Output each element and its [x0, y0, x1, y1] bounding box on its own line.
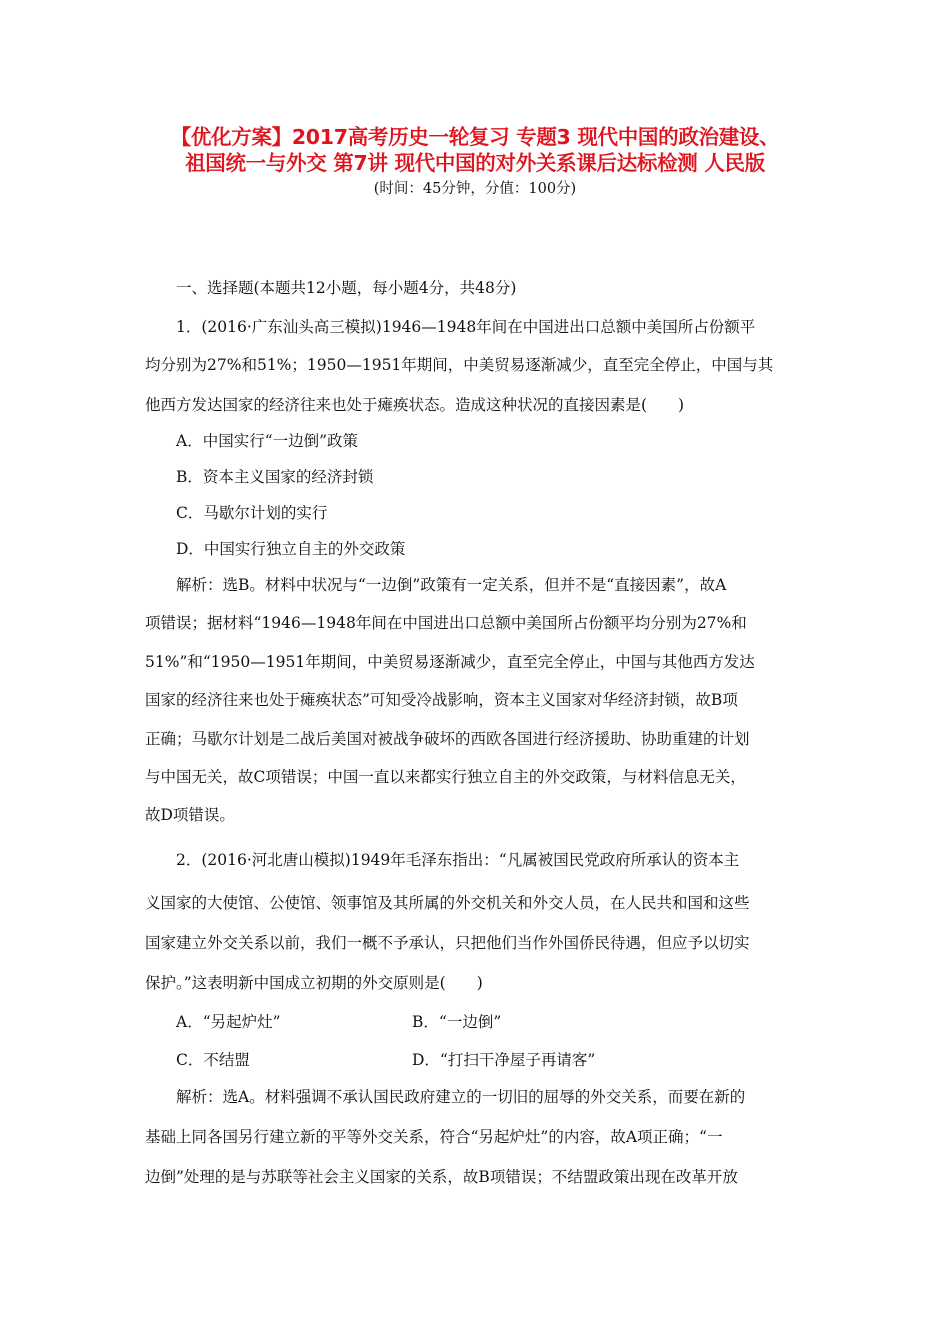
q2-stem-line: 国家建立外交关系以前，我们一概不予承认，只把他们当作外国侨民待遇，但应予以切实 — [145, 934, 750, 952]
q2-analysis-line: 解析：选A。材料强调不承认国民政府建立的一切旧的屈辱的外交关系，而要在新的 — [176, 1088, 746, 1106]
q1-option-a: A．中国实行“一边倒”政策 — [176, 432, 359, 450]
q1-analysis-line: 故D项错误。 — [145, 806, 235, 824]
q2-analysis-line: 边倒”处理的是与苏联等社会主义国家的关系，故B项错误；不结盟政策出现在改革开放 — [145, 1168, 738, 1186]
q1-analysis-line: 正确；马歇尔计划是二战后美国对被战争破坏的西欧各国进行经济援助、协助重建的计划 — [145, 730, 750, 748]
q2-stem-line: 保护。”这表明新中国成立初期的外交原则是( ) — [145, 974, 483, 992]
q1-option-c: C．马歇尔计划的实行 — [176, 504, 328, 522]
time-score-note: (时间：45分钟，分值：100分) — [373, 181, 577, 197]
q1-analysis-line: 项错误；据材料“1946—1948年间在中国进出口总额中美国所占份额平均分别为27%和 — [145, 614, 747, 632]
q2-option-c: C．不结盟 — [176, 1051, 250, 1069]
section-heading: 一、选择题(本题共12小题，每小题4分，共48分) — [176, 279, 517, 297]
q1-stem-line: 他西方发达国家的经济往来也处于瘫痪状态。造成这种状况的直接因素是( ) — [145, 396, 685, 414]
q1-analysis-line: 与中国无关，故C项错误；中国一直以来都实行独立自主的外交政策，与材料信息无关， — [145, 768, 746, 786]
document-title-line-2: 祖国统一与外交 第7讲 现代中国的对外关系课后达标检测 人民版 — [185, 151, 765, 175]
q1-analysis-line: 国家的经济往来也处于瘫痪状态”可知受冷战影响，资本主义国家对华经济封锁，故B项 — [145, 691, 738, 709]
q2-stem-line: 义国家的大使馆、公使馆、领事馆及其所属的外交机关和外交人员，在人民共和国和这些 — [145, 894, 750, 912]
q2-option-d: D．“打扫干净屋子再请客” — [412, 1051, 596, 1069]
q2-option-a: A．“另起炉灶” — [176, 1013, 281, 1031]
q1-analysis-line: 解析：选B。材料中状况与“一边倒”政策有一定关系，但并不是“直接因素”，故A — [176, 576, 727, 594]
q2-option-b: B．“一边倒” — [412, 1013, 502, 1031]
q1-option-d: D．中国实行独立自主的外交政策 — [176, 540, 406, 558]
document-title-line-1: 【优化方案】2017高考历史一轮复习 专题3 现代中国的政治建设、 — [170, 125, 780, 149]
q2-stem-line: 2．(2016·河北唐山模拟)1949年毛泽东指出：“凡属被国民党政府所承认的资本主 — [176, 851, 740, 869]
q2-analysis-line: 基础上同各国另行建立新的平等外交关系，符合“另起炉灶”的内容，故A项正确；“一 — [145, 1128, 723, 1146]
q1-option-b: B．资本主义国家的经济封锁 — [176, 468, 374, 486]
q1-stem-line: 1．(2016·广东汕头高三模拟)1946—1948年间在中国进出口总额中美国所占份额平 — [176, 318, 756, 336]
q1-stem-line: 均分别为27%和51%；1950—1951年期间，中美贸易逐渐减少，直至完全停止，中国与其 — [145, 356, 774, 374]
q1-analysis-line: 51%”和“1950—1951年期间，中美贸易逐渐减少，直至完全停止，中国与其他西方发达 — [145, 653, 755, 671]
